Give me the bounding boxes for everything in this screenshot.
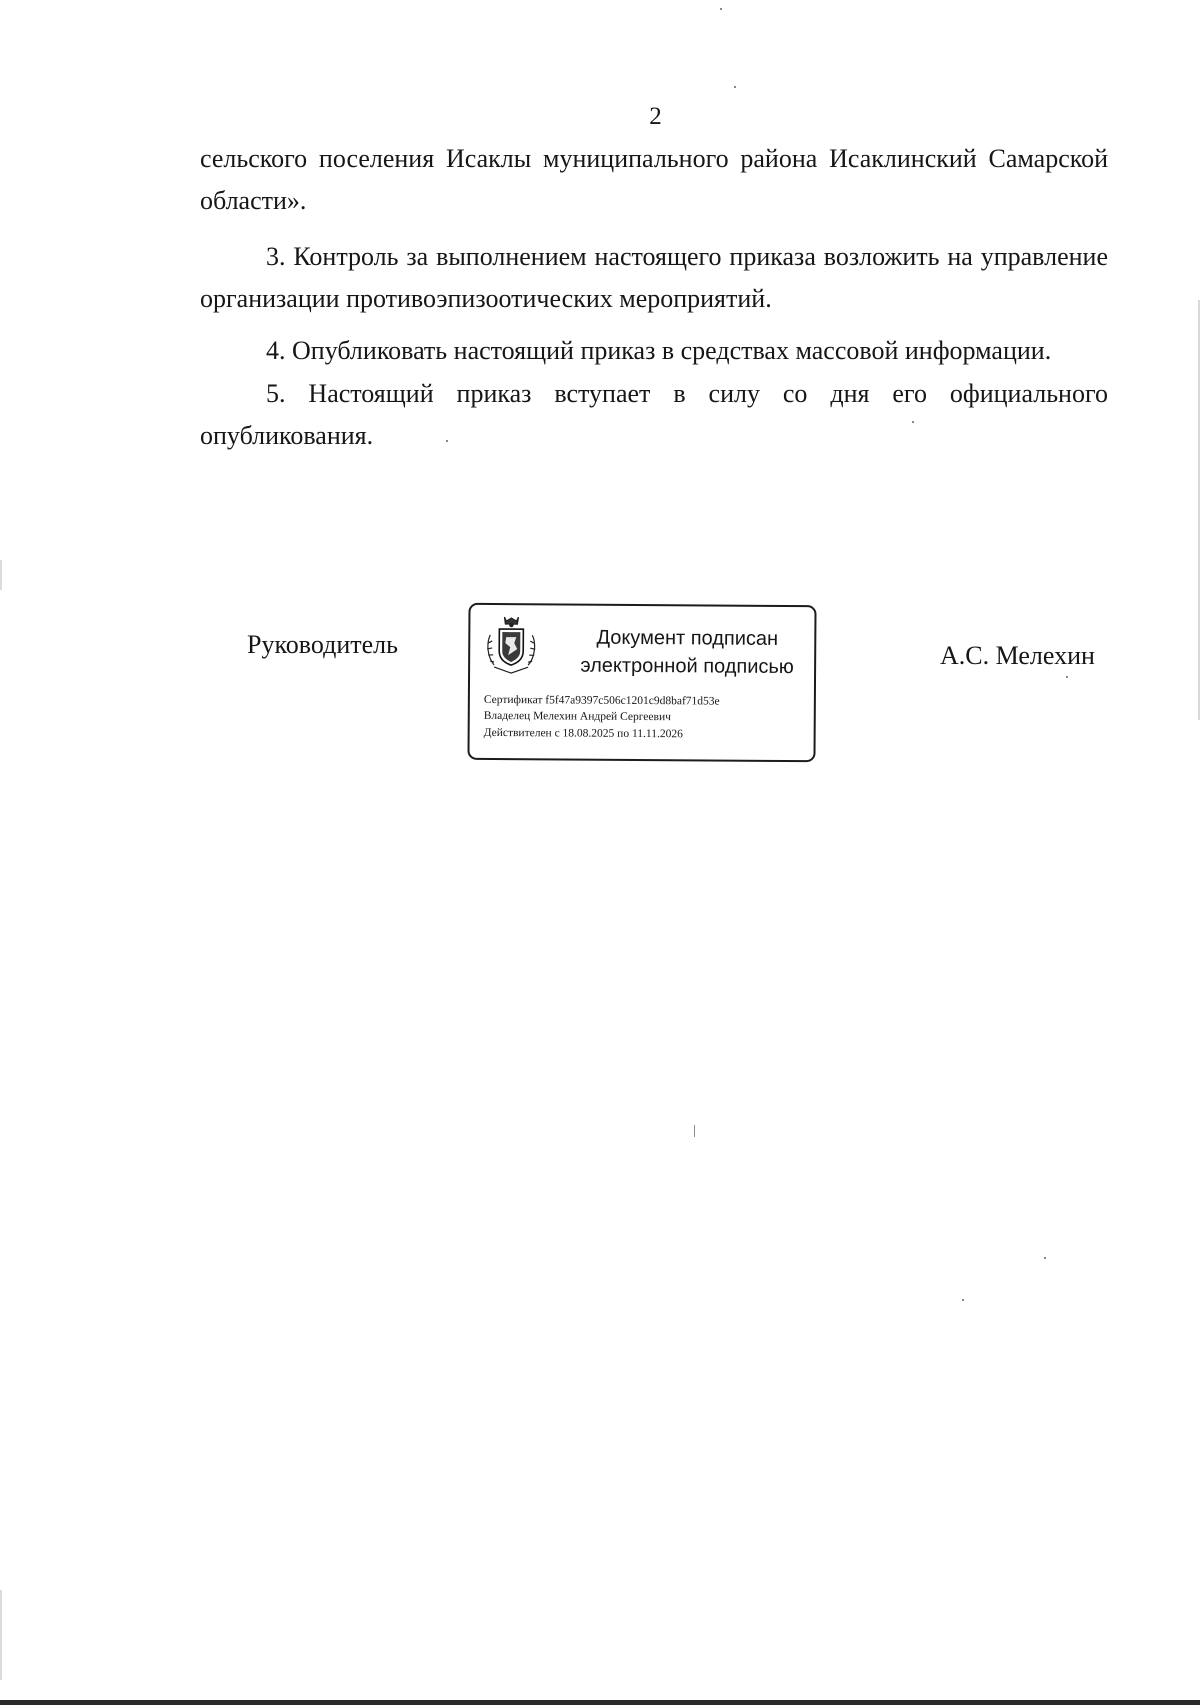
page-number: 2 [649, 103, 662, 130]
stamp-validity: Действителен с 18.08.2025 по 11.11.2026 [483, 726, 683, 741]
scan-bottom-edge [0, 1700, 1200, 1705]
samara-coat-of-arms-icon [484, 613, 538, 675]
paragraph-4 [200, 330, 1108, 372]
stamp-heading-line-1: Документ подписан [596, 626, 779, 650]
paragraph-5 [200, 373, 1108, 457]
paragraph-5-text: 5. Настоящий приказ вступает в силу со дня его официального опубликования. [200, 379, 1108, 450]
scan-speck [446, 440, 448, 442]
scan-speck [912, 421, 914, 423]
paragraph-4-text: 4. Опубликовать настоящий приказ в средствах массовой информации. [266, 336, 1052, 365]
scan-speck [1044, 1257, 1046, 1259]
scan-speck [720, 8, 722, 10]
paragraph-continuation: сельского поселения Исаклы муниципального района Исаклинский Самарской области». [200, 144, 1108, 215]
scan-speck [962, 1299, 964, 1301]
stamp-certificate: Сертификат f5f47a9397c506c1201c9d8baf71d53e [483, 693, 720, 708]
paragraph-3-text: 3. Контроль за выполнением настоящего приказа возложить на управление организации противоэпизоотических мероприятий. [200, 242, 1108, 313]
scan-speck [694, 1125, 695, 1137]
stamp-heading-line-2: электронной подписью [580, 654, 794, 679]
paragraph-3 [200, 236, 1108, 320]
electronic-signature-stamp [467, 603, 816, 762]
scan-speck [1066, 676, 1068, 678]
scan-speck [734, 86, 736, 88]
signatory-title: Руководитель [247, 630, 398, 659]
stamp-owner: Владелец Мелехин Андрей Сергеевич [483, 709, 671, 724]
signatory-name: А.С. Мелехин [940, 641, 1095, 670]
scan-edge-shadow [0, 560, 2, 590]
scan-edge-shadow [0, 1590, 2, 1680]
